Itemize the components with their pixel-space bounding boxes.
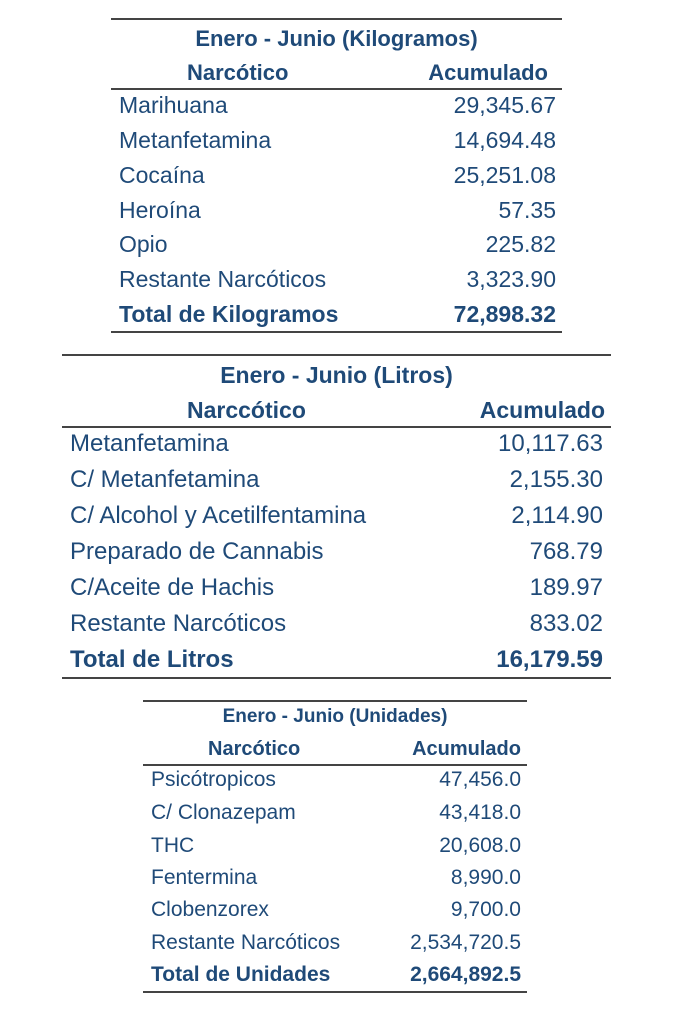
row-name: C/Aceite de Hachis: [70, 574, 275, 601]
row-value: 14,694.48: [453, 127, 556, 153]
table-title: Enero - Junio (Litros): [220, 362, 453, 388]
top-rule: [62, 354, 611, 356]
total-label: Total de Kilogramos: [119, 301, 339, 327]
row-value: 2,155.30: [509, 466, 603, 493]
bottom-rule: [62, 677, 611, 679]
table-litros: [62, 354, 611, 680]
table-row: [143, 898, 527, 931]
table-row: [143, 866, 527, 899]
row-value: 43,418.0: [439, 801, 521, 824]
row-name: C/ Metanfetamina: [70, 466, 260, 493]
table-row: [62, 430, 611, 466]
table-row: [62, 538, 611, 574]
table-row: [62, 574, 611, 610]
row-value: 225.82: [485, 231, 556, 257]
row-value: 833.02: [529, 610, 603, 637]
table-row: [111, 162, 562, 197]
top-rule: [111, 18, 562, 20]
table-row: [62, 610, 611, 646]
row-name: C/ Clonazepam: [151, 801, 296, 824]
total-label: Total de Unidades: [151, 963, 331, 986]
row-name: Restante Narcóticos: [70, 610, 287, 637]
table-row: [111, 197, 562, 232]
row-value: 57.35: [498, 197, 556, 223]
header-rule: [62, 426, 611, 428]
row-name: C/ Alcohol y Acetilfentamina: [70, 502, 367, 529]
row-name: Metanfetamina: [70, 430, 229, 457]
row-name: Marihuana: [119, 92, 228, 118]
header-rule: [143, 764, 527, 766]
table-row: [143, 931, 527, 964]
total-value: 72,898.32: [453, 301, 556, 327]
bottom-rule: [111, 331, 562, 333]
row-value: 2,534,720.5: [410, 931, 521, 954]
row-value: 25,251.08: [453, 162, 556, 188]
bottom-rule: [143, 991, 527, 993]
row-value: 10,117.63: [498, 430, 603, 457]
row-value: 29,345.67: [453, 92, 556, 118]
row-name: Heroína: [119, 197, 201, 223]
row-value: 47,456.0: [439, 768, 521, 791]
row-name: Restante Narcóticos: [151, 931, 341, 954]
table-row: [143, 801, 527, 834]
total-value: 16,179.59: [496, 646, 603, 673]
row-name: THC: [151, 834, 195, 857]
table-kilogramos: [111, 18, 562, 334]
column-header-acumulado: Acumulado: [412, 738, 521, 760]
table-row: [62, 502, 611, 538]
table-title: Enero - Junio (Unidades): [222, 706, 448, 727]
row-value: 8,990.0: [450, 866, 521, 889]
column-header-narcotico: Narcótico: [187, 60, 289, 85]
row-value: 9,700.0: [450, 898, 521, 921]
total-label: Total de Litros: [70, 646, 234, 673]
row-name: Psicótropicos: [151, 768, 276, 791]
row-name: Clobenzorex: [151, 898, 269, 921]
row-value: 768.79: [529, 538, 603, 565]
table-unidades: [143, 700, 527, 994]
column-header-acumulado: Acumulado: [428, 60, 548, 85]
column-header-narcotico: Narccótico: [187, 397, 306, 423]
row-value: 20,608.0: [439, 834, 521, 857]
row-name: Cocaína: [119, 162, 205, 188]
header-rule: [111, 88, 562, 90]
column-header-acumulado: Acumulado: [479, 397, 605, 423]
table-row: [62, 466, 611, 502]
table-row: [111, 231, 562, 266]
table-row: [111, 127, 562, 162]
table-row: [111, 92, 562, 127]
row-value: 189.97: [529, 574, 603, 601]
row-name: Restante Narcóticos: [119, 266, 327, 292]
row-value: 3,323.90: [466, 266, 556, 292]
row-value: 2,114.90: [511, 502, 603, 529]
table-title: Enero - Junio (Kilogramos): [195, 26, 478, 51]
table-row: [111, 266, 562, 301]
row-name: Preparado de Cannabis: [70, 538, 324, 565]
total-value: 2,664,892.5: [410, 963, 521, 986]
top-rule: [143, 700, 527, 702]
table-row: [143, 834, 527, 867]
row-name: Opio: [119, 231, 168, 257]
row-name: Fentermina: [151, 866, 258, 889]
table-row: [143, 768, 527, 801]
row-name: Metanfetamina: [119, 127, 272, 153]
column-header-narcotico: Narcótico: [208, 738, 301, 760]
